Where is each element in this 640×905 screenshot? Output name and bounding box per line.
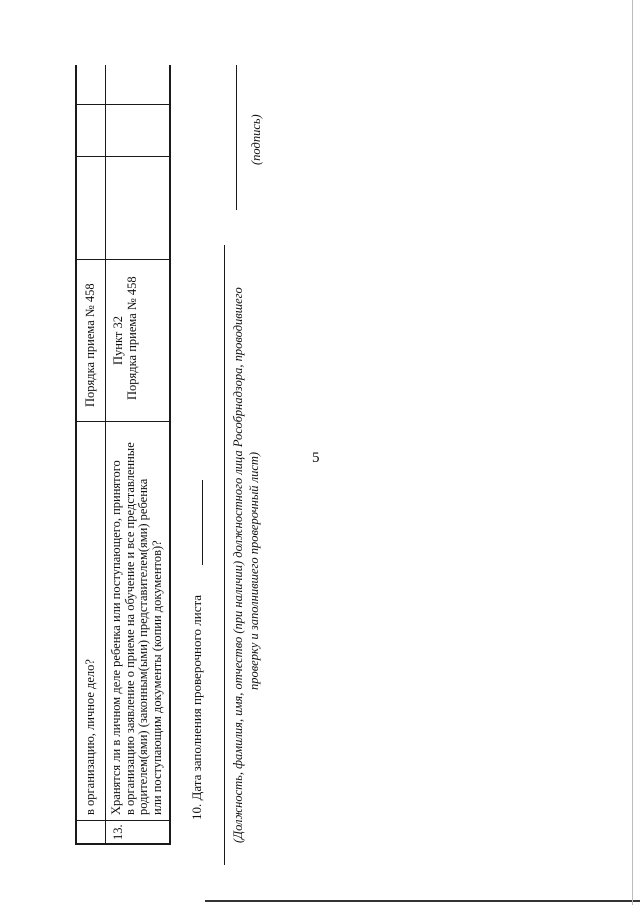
date-filled-underline: [202, 480, 203, 565]
continued-row-reference: Порядка приема № 458: [83, 283, 97, 407]
col-divider-question: [75, 421, 170, 422]
table-bottom-border: [169, 65, 171, 845]
position-caption-line2: проверку и заполнившего проверочный лист): [247, 451, 261, 690]
scan-edge-bottom: [205, 900, 640, 902]
table-top-border: [75, 65, 77, 845]
page-number: 5: [312, 450, 320, 466]
row-13-question: [110, 427, 164, 815]
position-caption-line1: (Должность, фамилия, имя, отчество (при наличии) должностного лица Рособрнадзора, проводившего: [231, 287, 245, 843]
signature-line: [236, 65, 237, 210]
signature-caption: (подпись): [249, 114, 263, 165]
table-row-divider: [105, 65, 106, 845]
row-13-reference-line2: Порядка приема № 458: [125, 276, 139, 400]
col-divider-yes: [75, 156, 170, 157]
row-13-reference-line1: Пункт 32: [111, 316, 125, 365]
col-divider-reference: [75, 259, 170, 260]
col-divider-number: [75, 844, 170, 845]
scan-edge-right: [632, 0, 633, 905]
col-divider-number-question: [75, 820, 170, 821]
row-13-number: 13.: [111, 824, 125, 840]
date-filled-label: 10. Дата заполнения проверочного листа: [189, 594, 204, 820]
row-13-question-line: или поступающим документы (копии документов)?: [149, 540, 164, 815]
position-name-line: [224, 245, 225, 865]
row-13-question-line: родителем(ями) (законным(ыми) представителем(ями) ребенка: [136, 478, 150, 815]
col-divider-no: [75, 104, 170, 105]
row-13-question-line: в организацию заявление о приеме на обучение и все представленные: [122, 442, 137, 815]
row-13-question-line: Хранятся ли в личном деле ребенка или поступающего, принятого: [109, 460, 123, 815]
continued-row-question: в организацию, личное дело?: [83, 659, 97, 815]
rotated-page-content: [0, 55, 600, 905]
